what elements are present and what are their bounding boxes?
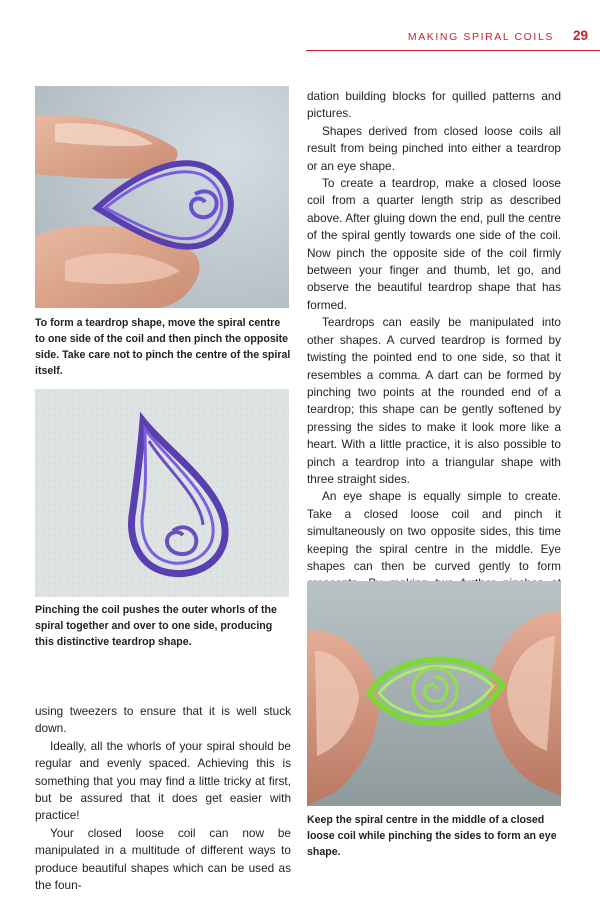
- left-column-text: [35, 703, 291, 894]
- figure-caption-1: To form a teardrop shape, move the spiral centre to one side of the coil and then pinch the opposite side. Take care not to pinch the centre of the spiral itself.: [35, 317, 291, 377]
- body-paragraph: Teardrops can easily be manipulated into other shapes. A curved teardrop is formed by twisting the pointed end to one side, so that it resembles a comma. A dart can be formed by pinching two points at the rounded end of a teardrop; this shape can be gently softened by pressing the sides to make it look more like a heart. With a little practice, it is also possible to pinch a teardrop into a triangular shape with three straight sides.: [307, 315, 561, 486]
- header-rule: [306, 50, 600, 51]
- body-paragraph: An eye shape is equally simple to create. Take a closed loose coil and pinch it simultaneously on two opposite sides, this time keeping the spiral centre in the middle. Eye shapes can then be curved gently to form: [307, 489, 561, 573]
- body-paragraph: using tweezers to ensure that it is well stuck down.: [35, 704, 291, 736]
- body-paragraph: Ideally, all the whorls of your spiral should be regular and evenly spaced. Achieving this is something that you may find a little tricky at first, but be assured that it does get easier with practice!: [35, 738, 291, 823]
- page-number: 29: [572, 28, 588, 43]
- eye-shape-pinch-photo: [307, 581, 561, 806]
- body-paragraph: Shapes derived from closed loose coils all result from being pinched into either a teardrop or an eye shape.: [307, 123, 561, 173]
- body-paragraph: dation building blocks for quilled patterns and pictures.: [307, 89, 561, 121]
- section-title: MAKING SPIRAL COILS: [407, 31, 554, 43]
- right-column-text: [307, 88, 561, 610]
- running-header: [0, 0, 600, 52]
- teardrop-shape-photo: [35, 389, 289, 597]
- figure-caption-3: Keep the spiral centre in the middle of a closed loose coil while pinching the sides to form an eye shape.: [307, 814, 557, 858]
- body-paragraph: Your closed loose coil can now be manipulated in a multitude of different ways to produce beautiful shapes which can be used as the foun-: [35, 825, 291, 893]
- body-paragraph: To create a teardrop, make a closed loose coil from a quarter length strip as described above. After gluing down the end, pull the centre of the spiral gently towards one side of the coil. Now pinch the opposite side of the coil firmly between your finger and thumb, let go, and observe the beautiful teardrop shape that has formed.: [307, 176, 561, 312]
- figure-caption-2: Pinching the coil pushes the outer whorls of the spiral together and over to one side, producing this distinctive teardrop shape.: [35, 604, 277, 648]
- teardrop-pinch-photo: [35, 86, 289, 308]
